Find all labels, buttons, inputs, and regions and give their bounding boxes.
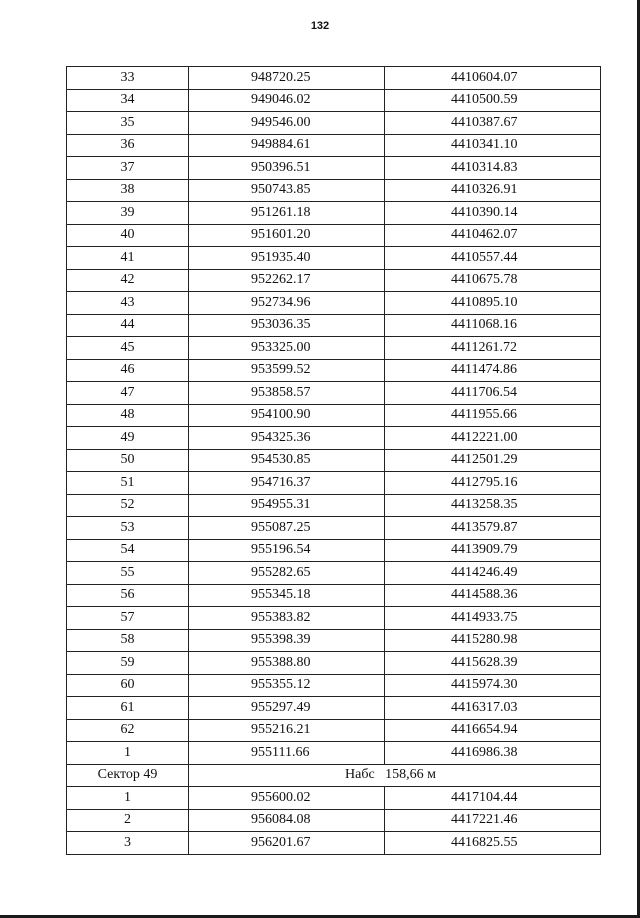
point-number-cell: 55 [67,562,189,585]
x-coordinate-cell: 952734.96 [189,292,385,315]
point-number-cell: 43 [67,292,189,315]
x-coordinate-cell: 955398.39 [189,629,385,652]
x-coordinate-cell: 955196.54 [189,539,385,562]
x-coordinate-cell: 954530.85 [189,449,385,472]
x-coordinate-cell: 954716.37 [189,472,385,495]
table-row [67,787,601,810]
table-row [67,427,601,450]
y-coordinate-cell: 4415628.39 [385,652,601,675]
y-coordinate-cell: 4417104.44 [385,787,601,810]
point-number-cell: 54 [67,539,189,562]
point-number-cell: 39 [67,202,189,225]
point-number-cell: 59 [67,652,189,675]
point-number-cell: 47 [67,382,189,405]
point-number-cell: 52 [67,494,189,517]
y-coordinate-cell: 4410326.91 [385,179,601,202]
y-coordinate-cell: 4414588.36 [385,584,601,607]
point-number-cell: 62 [67,719,189,742]
table-row [67,337,601,360]
x-coordinate-cell: 955282.65 [189,562,385,585]
x-coordinate-cell: 954100.90 [189,404,385,427]
table-row [67,449,601,472]
x-coordinate-cell: 955383.82 [189,607,385,630]
x-coordinate-cell: 953325.00 [189,337,385,360]
y-coordinate-cell: 4416825.55 [385,832,601,855]
point-number-cell: 53 [67,517,189,540]
x-coordinate-cell: 955216.21 [189,719,385,742]
y-coordinate-cell: 4411474.86 [385,359,601,382]
x-coordinate-cell: 951935.40 [189,247,385,270]
table-row [67,247,601,270]
table-row [67,652,601,675]
table-row [67,517,601,540]
table-row [67,67,601,90]
y-coordinate-cell: 4412795.16 [385,472,601,495]
y-coordinate-cell: 4410500.59 [385,89,601,112]
point-number-cell: 49 [67,427,189,450]
x-coordinate-cell: 951601.20 [189,224,385,247]
table-row [67,629,601,652]
table-row [67,202,601,225]
point-number-cell: 38 [67,179,189,202]
point-number-cell: 45 [67,337,189,360]
x-coordinate-cell: 953036.35 [189,314,385,337]
x-coordinate-cell: 956201.67 [189,832,385,855]
point-number-cell: 33 [67,67,189,90]
y-coordinate-cell: 4410462.07 [385,224,601,247]
y-coordinate-cell: 4412501.29 [385,449,601,472]
table-row [67,809,601,832]
y-coordinate-cell: 4413909.79 [385,539,601,562]
table-row [67,472,601,495]
x-coordinate-cell: 955600.02 [189,787,385,810]
point-number-cell: 48 [67,404,189,427]
y-coordinate-cell: 4416654.94 [385,719,601,742]
x-coordinate-cell: 948720.25 [189,67,385,90]
y-coordinate-cell: 4410314.83 [385,157,601,180]
x-coordinate-cell: 951261.18 [189,202,385,225]
y-coordinate-cell: 4411068.16 [385,314,601,337]
point-number-cell: 60 [67,674,189,697]
y-coordinate-cell: 4410557.44 [385,247,601,270]
table-row [67,539,601,562]
x-coordinate-cell: 954955.31 [189,494,385,517]
y-coordinate-cell: 4413258.35 [385,494,601,517]
table-row [67,157,601,180]
table-row [67,179,601,202]
y-coordinate-cell: 4415974.30 [385,674,601,697]
y-coordinate-cell: 4412221.00 [385,427,601,450]
point-number-cell: 44 [67,314,189,337]
x-coordinate-cell: 952262.17 [189,269,385,292]
point-number-cell: 46 [67,359,189,382]
x-coordinate-cell: 955355.12 [189,674,385,697]
point-number-cell: 3 [67,832,189,855]
sector-height-value: Набс 158,66 м [189,764,601,787]
x-coordinate-cell: 949046.02 [189,89,385,112]
table-row [67,719,601,742]
sector-header-row [67,764,601,787]
table-row [67,742,601,765]
y-coordinate-cell: 4410387.67 [385,112,601,135]
x-coordinate-cell: 955111.66 [189,742,385,765]
x-coordinate-cell: 955388.80 [189,652,385,675]
sector-label: Сектор 49 [67,764,189,787]
point-number-cell: 1 [67,742,189,765]
y-coordinate-cell: 4413579.87 [385,517,601,540]
point-number-cell: 57 [67,607,189,630]
point-number-cell: 42 [67,269,189,292]
point-number-cell: 56 [67,584,189,607]
table-row [67,292,601,315]
point-number-cell: 35 [67,112,189,135]
y-coordinate-cell: 4410895.10 [385,292,601,315]
x-coordinate-cell: 955345.18 [189,584,385,607]
x-coordinate-cell: 956084.08 [189,809,385,832]
x-coordinate-cell: 954325.36 [189,427,385,450]
y-coordinate-cell: 4414933.75 [385,607,601,630]
y-coordinate-cell: 4411261.72 [385,337,601,360]
page-number: 132 [310,20,330,32]
table-row [67,832,601,855]
x-coordinate-cell: 950743.85 [189,179,385,202]
table-row [67,607,601,630]
point-number-cell: 37 [67,157,189,180]
x-coordinate-cell: 955297.49 [189,697,385,720]
point-number-cell: 1 [67,787,189,810]
point-number-cell: 58 [67,629,189,652]
table-row [67,314,601,337]
point-number-cell: 36 [67,134,189,157]
x-coordinate-cell: 953599.52 [189,359,385,382]
point-number-cell: 50 [67,449,189,472]
table-row [67,89,601,112]
table-row [67,134,601,157]
table-row [67,494,601,517]
x-coordinate-cell: 949884.61 [189,134,385,157]
table-row [67,404,601,427]
point-number-cell: 51 [67,472,189,495]
y-coordinate-cell: 4410604.07 [385,67,601,90]
point-number-cell: 40 [67,224,189,247]
y-coordinate-cell: 4414246.49 [385,562,601,585]
y-coordinate-cell: 4411955.66 [385,404,601,427]
y-coordinate-cell: 4415280.98 [385,629,601,652]
x-coordinate-cell: 950396.51 [189,157,385,180]
y-coordinate-cell: 4416986.38 [385,742,601,765]
table-row [67,562,601,585]
point-number-cell: 61 [67,697,189,720]
coordinates-table [66,66,601,855]
x-coordinate-cell: 955087.25 [189,517,385,540]
x-coordinate-cell: 953858.57 [189,382,385,405]
y-coordinate-cell: 4411706.54 [385,382,601,405]
y-coordinate-cell: 4410675.78 [385,269,601,292]
point-number-cell: 34 [67,89,189,112]
y-coordinate-cell: 4417221.46 [385,809,601,832]
y-coordinate-cell: 4416317.03 [385,697,601,720]
y-coordinate-cell: 4410390.14 [385,202,601,225]
table-row [67,269,601,292]
table-row [67,697,601,720]
coordinates-table-body [67,67,601,855]
table-row [67,382,601,405]
table-row [67,359,601,382]
x-coordinate-cell: 949546.00 [189,112,385,135]
table-row [67,112,601,135]
point-number-cell: 41 [67,247,189,270]
table-row [67,224,601,247]
y-coordinate-cell: 4410341.10 [385,134,601,157]
table-row [67,584,601,607]
point-number-cell: 2 [67,809,189,832]
table-row [67,674,601,697]
